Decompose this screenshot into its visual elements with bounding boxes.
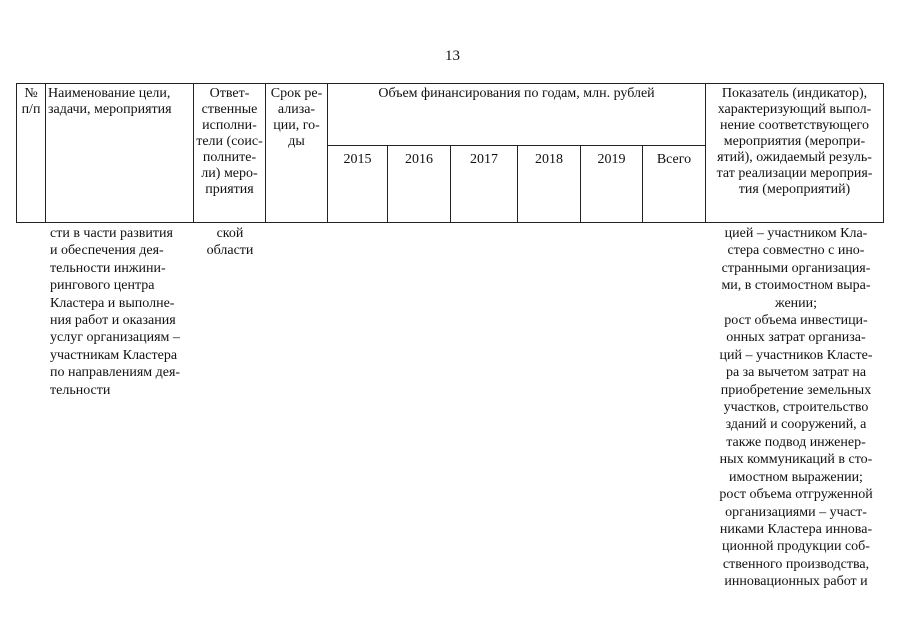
header-year-2016: 2016 [388, 146, 451, 223]
page-number: 13 [445, 48, 460, 64]
program-table-header [16, 83, 884, 223]
header-indicator: Показатель (индикатор), характеризующий выпол-нение соответствующего мероприятия (меропри-ятий), ожидаемый резуль-тат реализации мероприя-тия (мероприятий) [706, 84, 884, 223]
goal-text-continuation: сти в части развития и обеспечения дея- тельности инжини- рингового центра Кластера и выполне- ния работ и оказания услуг организациям – участникам Кластера по направлениям дея- тельности [50, 226, 181, 398]
responsible-text-continuation: ской области [206, 226, 254, 259]
header-year-2018: 2018 [518, 146, 581, 223]
indicator-text-continuation: цией – участником Кла- стера совместно с ино- странными организация- ми, в стоимостном выра- жении; рост объема инвестици- онных затрат организа- ций – участников Класте- ра за вычетом затрат на приобретение земельных участков, строительство зданий и сооружений, а также подвод инженер- ных коммуникаций в сто- имостном выражении; рост объема отгруженной организациями – участ- никами Кластера иннова- ционной продукции соб- ственного производства, инновационных работ и [719, 226, 873, 590]
header-period: Срок ре-ализа-ции, го-ды [266, 84, 328, 223]
header-year-2015: 2015 [328, 146, 388, 223]
header-number: № п/п [17, 84, 46, 223]
header-year-2019: 2019 [581, 146, 643, 223]
header-goal-name: Наименование цели, задачи, мероприятия [46, 84, 194, 223]
header-total: Всего [643, 146, 706, 223]
header-funding: Объем финансирования по годам, млн. рублей [328, 84, 706, 146]
header-year-2017: 2017 [451, 146, 518, 223]
header-responsible: Ответ-ственные исполни-тели (соис-полните-ли) меро-приятия [194, 84, 266, 223]
